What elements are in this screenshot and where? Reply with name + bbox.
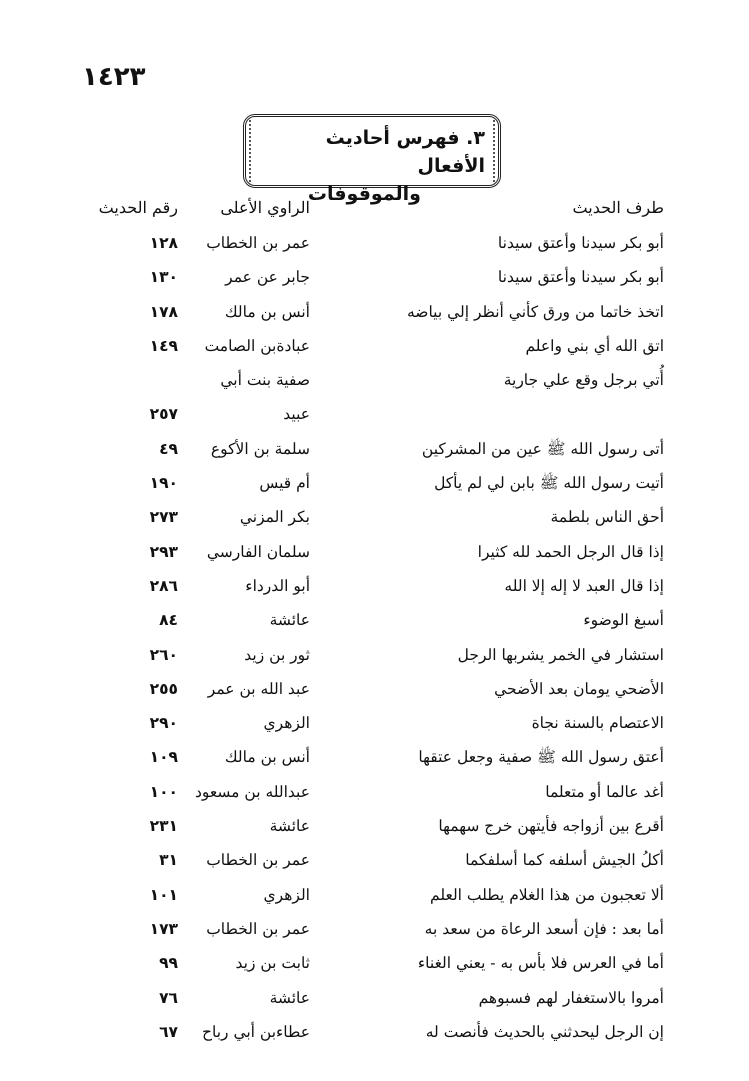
narrator: عمر بن الخطاب (206, 234, 310, 252)
hadith-number: ٣١ (159, 851, 178, 870)
hadith-text: اتق الله أي بني واعلم (525, 336, 664, 355)
narrator: جابر عن عمر (225, 268, 310, 287)
index-row (0, 468, 749, 502)
hadith-text: إذا قال العبد لا إله إلا الله (504, 576, 664, 595)
hadith-number: ١٢٨ (149, 234, 178, 252)
narrator: الزهري (263, 714, 310, 733)
hadith-number: ٤٩ (159, 439, 178, 458)
narrator: عبيد (283, 405, 310, 424)
page-number: ١٤٢٣ (82, 62, 146, 92)
hadith-text: أُتي برجل وقع علي جارية (503, 371, 664, 390)
hadith-number: ١٧٣ (149, 919, 178, 938)
index-row (0, 605, 749, 639)
hadith-text: اتخذ خاتما من ورق كأني أنظر إلي بياضه (406, 302, 664, 321)
hadith-text: إن الرجل ليحدثني بالحديث فأنصت له (425, 1022, 664, 1041)
hadith-number: ١٠٠ (149, 782, 178, 801)
hadith-number: ٩٩ (159, 954, 178, 973)
hadith-text: أما بعد : فإن أسعد الرعاة من سعد به (424, 919, 664, 938)
narrator: عائشة (269, 988, 310, 1007)
hadith-number: ١٠٩ (149, 748, 178, 767)
index-row (0, 228, 749, 262)
narrator: عطاءبن أبي رباح (201, 1022, 310, 1041)
hadith-text: أتى رسول الله ﷺ عين من المشركين (421, 439, 664, 458)
index-row (0, 983, 749, 1017)
index-row (0, 640, 749, 674)
narrator: ثابت بن زيد (235, 954, 310, 973)
hadith-number: ٢٩٣ (149, 542, 178, 561)
hadith-text: أكلُ الجيش أسلفه كما أسلفكما (465, 851, 664, 870)
index-row (0, 1017, 749, 1051)
index-row (0, 674, 749, 708)
index-row (0, 297, 749, 331)
hadith-number: ٦٧ (159, 1022, 178, 1041)
index-row (0, 811, 749, 845)
index-row (0, 365, 749, 399)
hadith-number: ٢٩٠ (149, 714, 178, 733)
hadith-text: استشار في الخمر يشربها الرجل (457, 645, 664, 664)
section-title-frame (243, 114, 501, 205)
narrator: ثور بن زيد (244, 645, 310, 664)
index-row (0, 948, 749, 982)
narrator: أبو الدرداء (245, 576, 310, 595)
index-row (0, 331, 749, 365)
hadith-number: ١٩٠ (149, 474, 178, 493)
index-row (0, 537, 749, 571)
hadith-number: ٢٦٠ (149, 645, 178, 664)
hadith-text: ألا تعجبون من هذا الغلام يطلب العلم (430, 885, 664, 904)
index-row (0, 571, 749, 605)
hadith-number: ٢٧٣ (149, 508, 178, 527)
hadith-number: ١٧٨ (149, 302, 178, 321)
index-row (0, 777, 749, 811)
hadith-text: أحق الناس بلطمة (550, 508, 664, 527)
narrator: بكر المزني (239, 508, 310, 527)
narrator: عائشة (269, 817, 310, 836)
hadith-text: الاعتصام بالسنة نجاة (531, 714, 664, 733)
index-row (0, 914, 749, 948)
header-hadith-text: طرف الحديث (572, 198, 664, 217)
hadith-text: أبو بكر سيدنا وأعتق سيدنا (497, 268, 664, 287)
hadith-number: ٧٦ (159, 988, 178, 1007)
index-row (0, 880, 749, 914)
hadith-text: إذا قال الرجل الحمد لله كثيرا (477, 542, 664, 561)
section-title-line1: ٣. فهرس أحاديث الأفعال (325, 127, 485, 177)
section-title (249, 120, 495, 205)
narrator: سلمة بن الأكوع (210, 439, 310, 458)
index-header-row (0, 198, 749, 224)
hadith-number: ٢٨٦ (149, 576, 178, 595)
narrator: عمر بن الخطاب (206, 851, 310, 870)
hadith-text: أسبغ الوضوء (583, 611, 664, 630)
narrator: عائشة (269, 611, 310, 630)
hadith-number: ١٣٠ (149, 268, 178, 287)
header-hadith-number: رقم الحديث (98, 198, 178, 217)
narrator: أنس بن مالك (224, 302, 310, 321)
index-row (0, 434, 749, 468)
index-row (0, 708, 749, 742)
header-narrator: الراوي الأعلى (220, 198, 310, 217)
index-row (0, 262, 749, 296)
hadith-text: أما في العرس فلا بأس به - يعني الغناء (417, 954, 664, 973)
hadith-number: ٢٥٥ (149, 679, 178, 698)
index-row (0, 845, 749, 879)
section-title-line2: والموقوفات (307, 183, 421, 205)
hadith-text: الأضحي يومان بعد الأضحي (494, 679, 664, 698)
index-row (0, 399, 749, 433)
hadith-text: أغد عالما أو متعلما (545, 782, 664, 801)
hadith-number: ١٠١ (149, 885, 178, 904)
hadith-text: أقرع بين أزواجه فأيتهن خرج سهمها (438, 817, 664, 836)
hadith-text: أتيت رسول الله ﷺ بابن لي لم يأكل (434, 474, 664, 493)
narrator: الزهري (263, 885, 310, 904)
narrator: أنس بن مالك (224, 748, 310, 767)
hadith-text: أبو بكر سيدنا وأعتق سيدنا (497, 234, 664, 252)
hadith-number: ٢٣١ (149, 817, 178, 836)
narrator: أم قيس (259, 474, 310, 493)
index-rows (0, 228, 749, 1051)
hadith-number: ٢٥٧ (149, 405, 178, 424)
narrator: سلمان الفارسي (206, 542, 310, 561)
narrator: عبد الله بن عمر (207, 679, 310, 698)
narrator: صفية بنت أبي (220, 371, 310, 390)
index-row (0, 502, 749, 536)
hadith-number: ٨٤ (159, 611, 178, 630)
narrator: عبادةبن الصامت (204, 336, 310, 355)
hadith-text: أعتق رسول الله ﷺ صفية وجعل عتقها (418, 748, 664, 767)
narrator: عبدالله بن مسعود (194, 782, 310, 801)
index-row (0, 742, 749, 776)
hadith-text: أمروا بالاستغفار لهم فسبوهم (478, 988, 664, 1007)
hadith-number: ١٤٩ (149, 336, 178, 355)
narrator: عمر بن الخطاب (206, 919, 310, 938)
